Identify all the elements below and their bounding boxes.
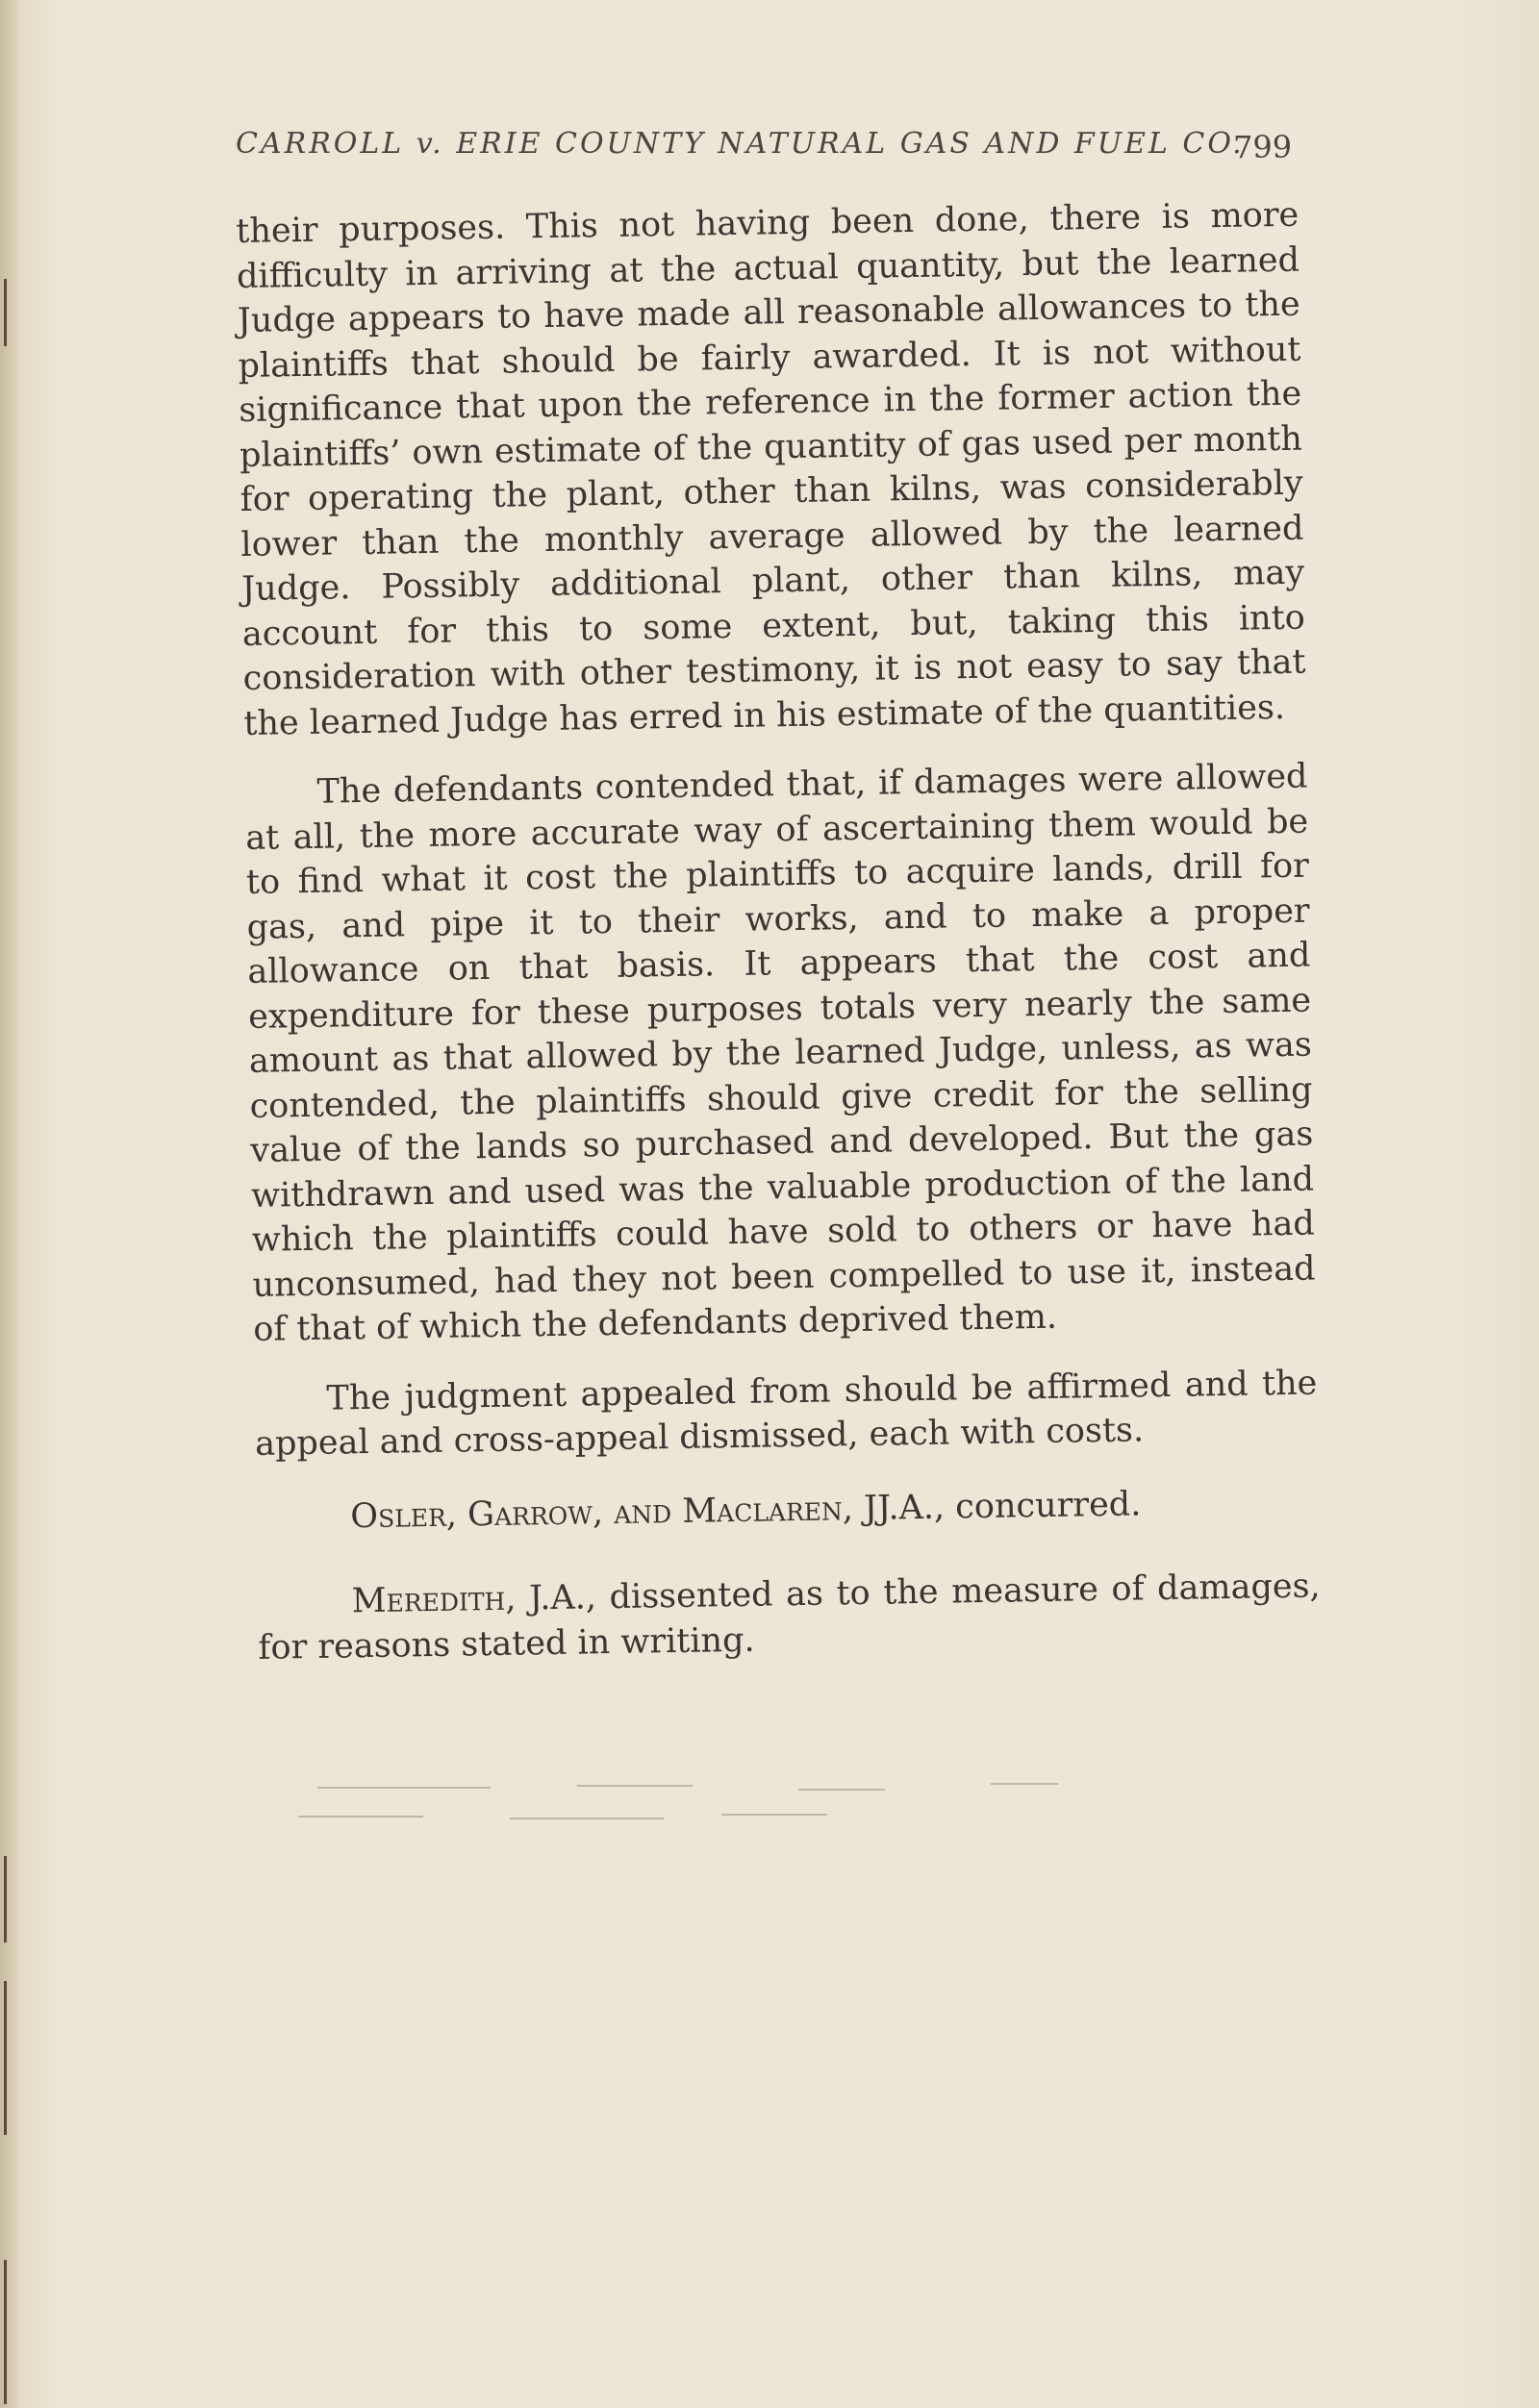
running-head: CARROLL v. ERIE COUNTY NATURAL GAS AND FUEL CO. bbox=[236, 127, 1245, 161]
dissent-text: J.A., dissented as to the measure of damages, for reasons stated in writing. bbox=[258, 1567, 1321, 1668]
body-text bbox=[236, 193, 1322, 1670]
paragraph-2: The defendants contended that, if damages were allowed at all, the more accurate way of ascertaining them would be to find what it cost the plaintiffs to acquire lands, drill for gas, and pipe it to their works, and to make a proper allowance on that basis. It appears that the cost and expenditure for these purposes totals very nearly the same amount as that allowed by the learned Judge, unless, as was contended, the plaintiffs should give credit for the selling value of the lands so purchased and developed. But the gas withdrawn and used was the valuable production of the land which the plaintiffs could have sold to others or have had unconsumed, had they not been compelled to use it, instead of that of which the defendants deprived them. bbox=[244, 757, 1316, 1349]
dissent-line bbox=[257, 1564, 1321, 1669]
edge-mark bbox=[4, 1856, 7, 1943]
edge-mark bbox=[4, 279, 7, 346]
concurring-judges: Osler, Garrow, and Maclaren, bbox=[350, 1489, 854, 1536]
binding-edge bbox=[0, 0, 17, 2408]
concurrence-text: JJ.A., concurred. bbox=[852, 1484, 1142, 1528]
paragraph-3: The judgment appealed from should be affirmed and the appeal and cross-appeal dismissed, each with costs. bbox=[254, 1363, 1318, 1464]
print-bleed-through bbox=[260, 1777, 1347, 1825]
edge-mark bbox=[4, 1981, 7, 2135]
edge-mark bbox=[4, 2260, 7, 2404]
paragraph-1: their purposes. This not having been done, there is more difficulty in arriving at the actual quantity, but the learned Judge appears to have made all reasonable allowances to the plaintiffs that should be fairly awarded. It is not without significance that upon the reference in the former action the plaintiffs’ own estimate of the quantity of gas used per month for operating the plant, other than kilns, was considerably lower than the monthly average allowed by the learned Judge. Possibly additional plant, other than kilns, may account for this to some extent, but, taking this into consideration with other testimony, it is not easy to say that the learned Judge has erred in his estimate of the quantities. bbox=[236, 195, 1306, 743]
concurrence-line bbox=[256, 1479, 1320, 1541]
dissenting-judge: Meredith, bbox=[351, 1579, 517, 1621]
page-number: 799 bbox=[1233, 129, 1293, 165]
